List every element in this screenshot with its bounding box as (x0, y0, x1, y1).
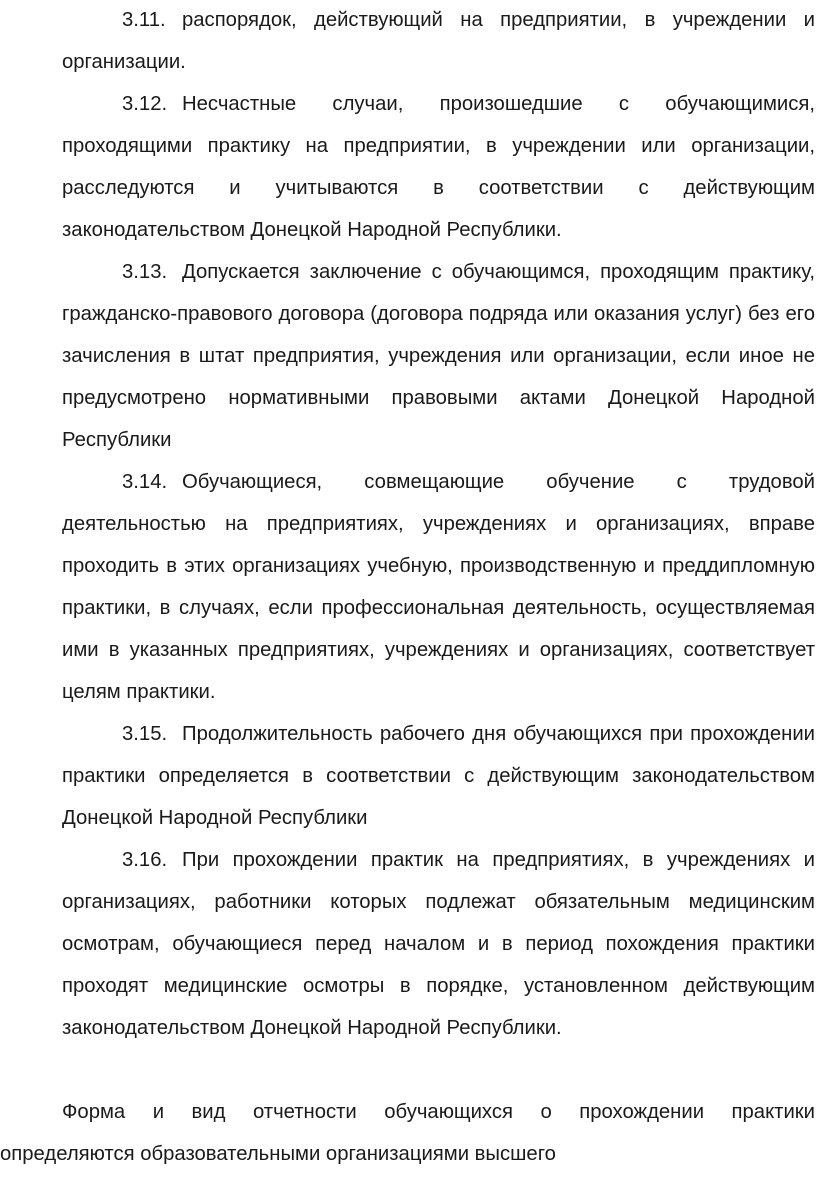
final-paragraph-line-1: Форма и вид отчетности обучающихся о прохождении практики (62, 1101, 815, 1123)
final-paragraph (0, 1092, 815, 1176)
final-paragraph-line-2: определяются образовательными организациями высшего (0, 1142, 556, 1165)
paragraph-3-16 (62, 840, 815, 1050)
paragraph-text: При прохождении практик на предприятиях, в учреждениях и организациях, работники которых подлежат обязательным медицинским осмотрам, обучающиеся перед началом и в период похождения практики проходят медицинские осмотры в порядке, установленном действующим законодательством Донецкой Народной Республики. (62, 849, 815, 1039)
paragraph-number: 3.14. (122, 471, 168, 493)
paragraph-3-14 (62, 462, 815, 713)
paragraph-text: Продолжительность рабочего дня обучающихся при прохождении практики определяется в соответствии с действующим законодательством Донецкой Народной Республики (62, 723, 815, 829)
paragraph-text: распорядок, действующий на предприятии, в учреждении и организации. (62, 9, 815, 73)
paragraph-3-11 (62, 0, 815, 84)
paragraph-number: 3.11. (122, 9, 166, 31)
paragraph-text: Допускается заключение с обучающимся, проходящим практику, гражданско-правового договора (договора подряда или оказания услуг) без его зачисления в штат предприятия, учреждения или организации, если иное не предусмотрено нормативными правовыми актами Донецкой Народной Республики (62, 261, 815, 451)
paragraph-text: Обучающиеся, совмещающие обучение с трудовой деятельностью на предприятиях, учреждениях и организациях, вправе проходить в этих организациях учебную, производственную и преддипломную практики, в случаях, если профессиональная деятельность, осуществляемая ими в указанных предприятиях, учреждениях и организациях, соответствует целям практики. (62, 471, 815, 703)
paragraph-number: 3.12. (122, 93, 168, 115)
paragraph-number: 3.16. (122, 849, 168, 871)
paragraph-number: 3.15. (122, 723, 168, 745)
paragraph-3-15 (62, 714, 815, 840)
paragraph-3-12 (62, 84, 815, 252)
paragraph-text: Несчастные случаи, произошедшие с обучающимися, проходящими практику на предприятии, в учреждении или организации, расследуются и учитываются в соответствии с действующим законодательством Донецкой Народной Республики. (62, 93, 815, 241)
paragraph-3-13 (62, 252, 815, 462)
paragraph-number: 3.13. (122, 261, 168, 283)
